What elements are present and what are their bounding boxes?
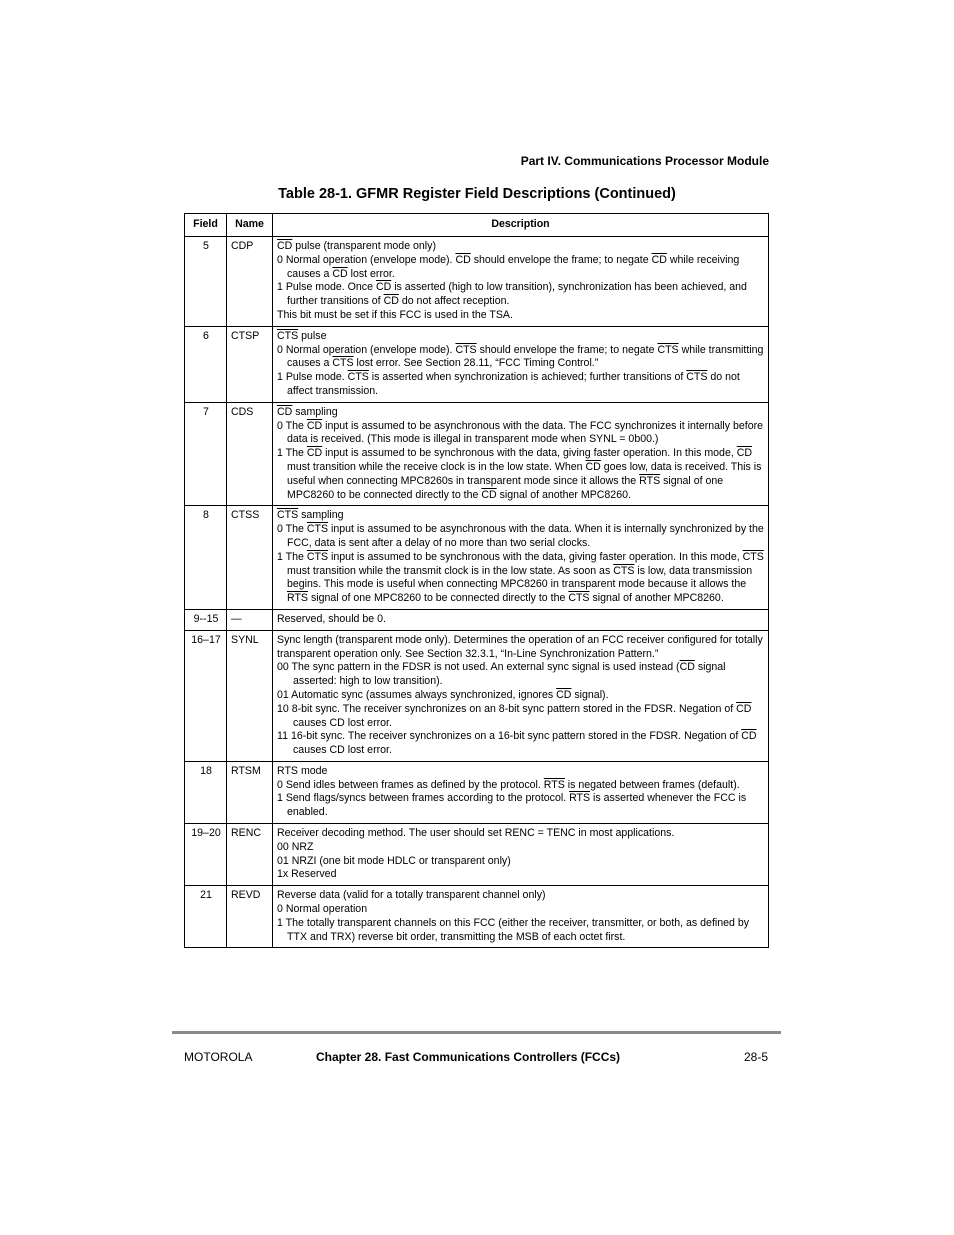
footer-chapter: Chapter 28. Fast Communications Controllers (FCCs)	[316, 1050, 621, 1064]
description-text: signal).	[571, 688, 609, 701]
field-name: CTSS	[227, 506, 273, 610]
description-line	[277, 509, 765, 523]
active-low-signal: $\overline{CD}$	[455, 253, 471, 266]
active-low-signal: $\overline{CTS}$	[277, 509, 299, 522]
field-bits: 18	[185, 761, 227, 823]
active-low-signal: $\overline{CD}$	[741, 730, 757, 743]
description-text: should envelope the frame; to negate	[476, 343, 658, 356]
active-low-signal: $\overline{CTS}$	[347, 371, 369, 384]
description-text: must transition while the receive clock is in the low state. When	[287, 460, 586, 473]
description-text: while receiving causes a	[287, 253, 740, 280]
footer-rule	[172, 1031, 781, 1034]
field-bits: 6	[185, 326, 227, 402]
field-bits: 5	[185, 237, 227, 327]
footer-publisher: MOTOROLA	[184, 1050, 253, 1064]
description-line	[277, 330, 765, 344]
description-text: Receiver decoding method. The user should set RENC = TENC in most applications.	[277, 827, 675, 840]
field-name: CDP	[227, 237, 273, 327]
active-low-signal: $\overline{CD}$	[736, 447, 753, 460]
active-low-signal: $\overline{CTS}$	[277, 329, 299, 342]
description-line	[277, 613, 765, 627]
field-name: CDS	[227, 402, 273, 506]
field-name: CTSP	[227, 326, 273, 402]
field-description	[273, 326, 769, 402]
running-header: Part IV. Communications Processor Module	[520, 154, 769, 168]
field-name: REVD	[227, 886, 273, 948]
table-row	[185, 237, 769, 327]
description-line	[277, 523, 765, 551]
description-text: signal asserted: high to low transition).	[293, 661, 726, 688]
description-line	[277, 634, 765, 662]
table-title: Table 28-1. GFMR Register Field Descriptions (Continued)	[278, 186, 676, 202]
description-line	[277, 917, 765, 945]
active-low-signal: $\overline{CD}$	[383, 295, 399, 308]
description-text: Reverse data (valid for a totally transparent channel only)	[277, 889, 546, 902]
description-line	[277, 551, 765, 606]
table-row	[185, 824, 769, 886]
field-description	[273, 237, 769, 327]
description-line	[277, 281, 765, 309]
table-row	[185, 506, 769, 610]
active-low-signal: $\overline{CTS}$	[568, 592, 590, 605]
field-bits: 7	[185, 402, 227, 506]
description-text: input is assumed to be asynchronous with the data. The FCC synchronizes it internally before data is received. (This mode is illegal in transparent mode when SYNL = 0b00.)	[287, 419, 764, 446]
description-line	[277, 827, 765, 841]
description-text: while transmitting causes a	[287, 343, 764, 370]
column-header-description: Description	[273, 214, 769, 237]
field-bits: 8	[185, 506, 227, 610]
description-text: is negated between frames (default).	[564, 778, 740, 791]
description-text: should envelope the frame; to negate	[470, 253, 652, 266]
field-description	[273, 824, 769, 886]
active-low-signal: $\overline{CTS}$	[657, 343, 679, 356]
table-row	[185, 886, 769, 948]
active-low-signal: $\overline{CTS}$	[306, 550, 329, 563]
description-text: 0 The	[277, 523, 307, 536]
active-low-signal: $\overline{CD}$	[332, 267, 348, 280]
description-line	[277, 730, 765, 758]
active-low-signal: $\overline{CD}$	[585, 460, 601, 473]
description-text: This bit must be set if this FCC is used in the TSA.	[277, 308, 513, 321]
field-name: SYNL	[227, 630, 273, 761]
description-text: 1 Pulse mode. Once	[277, 281, 376, 294]
table-row	[185, 326, 769, 402]
description-line	[277, 889, 765, 903]
active-low-signal: $\overline{CD}$	[306, 419, 323, 432]
description-line	[277, 309, 765, 323]
description-text: input is assumed to be synchronous with the data, giving faster operation. In this mode,	[322, 447, 737, 460]
description-text: is low, data transmission begins. This mode is useful when connecting MPC8260 in transparent mode because it allows the	[287, 564, 753, 591]
active-low-signal: $\overline{CD}$	[481, 488, 497, 501]
description-text: Sync length (transparent mode only). Determines the operation of an FCC receiver configured for totally transparent operation only. See Section 32.3.1, “In-Line Synchronization Pattern.”	[277, 633, 763, 660]
description-line	[277, 779, 765, 793]
column-header-name: Name	[227, 214, 273, 237]
description-text: input is assumed to be asynchronous with the data. When it is internally synchronized by the FCC, data is sent after a delay of no more than two serial clocks.	[287, 523, 764, 549]
field-bits: 16–17	[185, 630, 227, 761]
description-text: must transition while the transmit clock is in the low state. As soon as	[287, 564, 614, 577]
active-low-signal: $\overline{CD}$	[679, 661, 695, 674]
description-text: 01 Automatic sync (assumes always synchronized, ignores	[277, 688, 557, 701]
table-row	[185, 402, 769, 506]
description-line	[277, 254, 765, 282]
active-low-signal: $\overline{CD}$	[736, 702, 752, 715]
description-text: 1 Send flags/syncs between frames according to the protocol.	[277, 792, 570, 805]
description-line	[277, 344, 765, 372]
description-text: signal of one MPC8260 to be connected directly to the	[308, 592, 569, 605]
description-line	[277, 689, 765, 703]
description-text: RTS mode	[277, 764, 328, 777]
description-text: is asserted (high to low transition), synchronization has been achieved, and further transitions of	[287, 281, 747, 308]
field-description	[273, 506, 769, 610]
description-text: sampling	[298, 509, 344, 522]
description-text: is asserted whenever the FCC is enabled.	[287, 792, 747, 819]
active-low-signal: $\overline{RTS}$	[639, 474, 661, 487]
description-text: 1 The	[277, 447, 307, 460]
active-low-signal: $\overline{CTS}$	[455, 343, 477, 356]
description-text: 0 The	[277, 419, 307, 432]
field-description	[273, 630, 769, 761]
description-text: 01 NRZI (one bit mode HDLC or transparent only)	[277, 854, 511, 867]
description-line	[277, 240, 765, 254]
active-low-signal: $\overline{CD}$	[375, 281, 392, 294]
active-low-signal: $\overline{CD}$	[556, 688, 572, 701]
active-low-signal: $\overline{CTS}$	[332, 357, 354, 370]
active-low-signal: $\overline{CTS}$	[613, 564, 635, 577]
description-text: signal of another MPC8260.	[496, 488, 631, 501]
active-low-signal: $\overline{RTS}$	[287, 592, 308, 605]
table-row	[185, 630, 769, 761]
description-line	[277, 868, 765, 882]
description-line	[277, 703, 765, 731]
description-text: causes CD lost error.	[293, 716, 392, 729]
description-line	[277, 406, 765, 420]
active-low-signal: $\overline{CTS}$	[742, 550, 764, 563]
active-low-signal: $\overline{CD}$	[277, 240, 293, 252]
field-description	[273, 402, 769, 506]
description-text: causes CD lost error.	[293, 744, 392, 757]
description-line	[277, 420, 765, 448]
column-header-field: Field	[185, 214, 227, 237]
field-bits: 21	[185, 886, 227, 948]
active-low-signal: $\overline{RTS}$	[543, 778, 565, 791]
description-text: 10 8-bit sync. The receiver synchronizes on an 8-bit sync pattern stored in the FDSR. Negation of	[277, 702, 737, 715]
description-text: 0 Normal operation	[277, 903, 368, 916]
description-text: pulse	[298, 329, 327, 342]
field-description	[273, 886, 769, 948]
description-line	[277, 841, 765, 855]
table-row	[185, 761, 769, 823]
description-line	[277, 661, 765, 689]
active-low-signal: $\overline{CD}$	[277, 405, 293, 418]
active-low-signal: $\overline{CD}$	[306, 447, 323, 460]
field-description	[273, 761, 769, 823]
description-line	[277, 765, 765, 779]
description-text: signal of another MPC8260.	[589, 592, 724, 605]
description-text: pulse (transparent mode only)	[292, 240, 436, 252]
gfmr-field-table	[184, 213, 769, 948]
description-text: 1 Pulse mode.	[277, 371, 348, 384]
description-line	[277, 792, 765, 820]
active-low-signal: $\overline{CTS}$	[686, 371, 708, 384]
description-text: lost error.	[347, 267, 395, 280]
description-text: 00 NRZ	[277, 840, 314, 853]
table-header-row	[185, 214, 769, 237]
description-line	[277, 903, 765, 917]
field-bits: 9--15	[185, 609, 227, 630]
description-text: 0 Normal operation (envelope mode).	[277, 253, 456, 266]
description-text: 1 The	[277, 550, 307, 563]
description-text: lost error. See Section 28.11, “FCC Timing Control.”	[353, 357, 599, 370]
field-name: RENC	[227, 824, 273, 886]
description-text: 0 Send idles between frames as defined by the protocol.	[277, 778, 544, 791]
description-text: 1 The totally transparent channels on this FCC (either the receiver, transmitter, or both, as defined by TTX and TRX) reverse bit order, transmitting the MSB of each octet first.	[277, 916, 750, 943]
description-text: signal of one MPC8260 to be connected directly to the	[287, 474, 724, 501]
description-text: sampling	[292, 405, 338, 418]
description-line	[277, 447, 765, 502]
field-bits: 19–20	[185, 824, 227, 886]
description-text: input is assumed to be synchronous with the data, giving faster operation. In this mode,	[328, 550, 743, 563]
description-text: 11 16-bit sync. The receiver synchronizes on a 16-bit sync pattern stored in the FDSR. Negation of	[277, 730, 742, 743]
active-low-signal: $\overline{CTS}$	[306, 523, 329, 536]
description-text: is asserted when synchronization is achieved; further transitions of	[368, 371, 687, 384]
description-line	[277, 855, 765, 869]
description-line	[277, 371, 765, 399]
field-name: RTSM	[227, 761, 273, 823]
description-text: do not affect transmission.	[287, 371, 740, 397]
active-low-signal: $\overline{RTS}$	[569, 792, 591, 805]
description-text: goes low, data is received. This is useful when connecting MPC8260s in transparent mode since it allows the	[287, 460, 762, 487]
active-low-signal: $\overline{CD}$	[651, 253, 667, 266]
description-text: do not affect reception.	[398, 295, 510, 308]
footer-page-number: 28-5	[743, 1050, 768, 1064]
description-text: 1x Reserved	[277, 868, 337, 881]
table-row	[185, 609, 769, 630]
description-text: Reserved, should be 0.	[277, 612, 386, 625]
field-description	[273, 609, 769, 630]
description-text: 0 Normal operation (envelope mode).	[277, 343, 456, 356]
description-text: 00 The sync pattern in the FDSR is not used. An external sync signal is used instead (	[277, 661, 680, 674]
table-body	[185, 237, 769, 948]
field-name: —	[227, 609, 273, 630]
